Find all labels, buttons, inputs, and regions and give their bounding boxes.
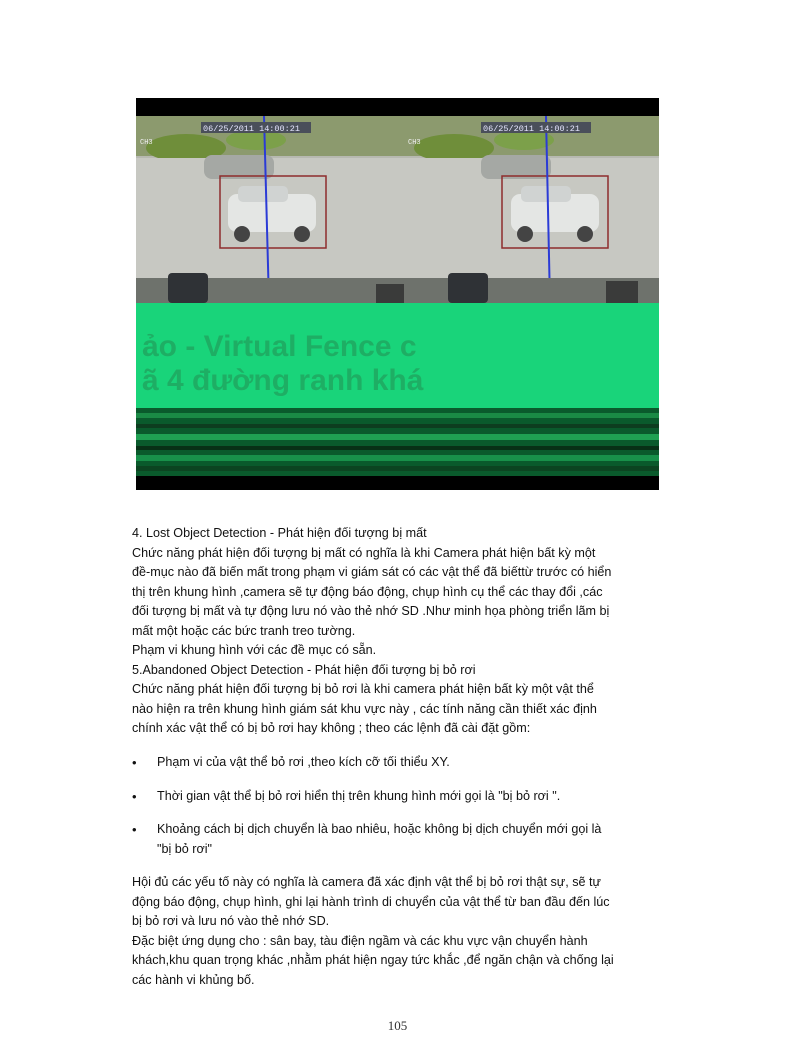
cam-label-right: CH3 — [408, 139, 421, 147]
section5-heading: 5.Abandoned Object Detection - Phát hiện đối tượng bị bỏ rơi — [132, 662, 476, 677]
cam-label-left: CH3 — [140, 139, 153, 147]
section4-line-5: mất một hoặc các bức tranh treo tường. — [132, 623, 356, 638]
closing-line-6: các hành vi khủng bố. — [132, 972, 255, 987]
section4-line-2: đề-mục nào đã biến mất trong phạm vi giám sát có các vật thể đã biếttừ trước có hiển — [132, 565, 612, 579]
bullet-list-3 — [132, 820, 664, 859]
section4-line-3: thị trên khung hình ,camera sẽ tự động báo động, chụp hình cụ thể các thay đổi ,các — [132, 584, 603, 599]
camera-screenshot-image — [136, 98, 659, 490]
section4-line-1: Chức năng phát hiện đối tượng bị mất có nghĩa là khi Camera phát hiện bất kỳ một — [132, 545, 596, 560]
bullet-item: • Phạm vi của vật thể bỏ rơi ,theo kích cỡ tối thiểu XY. — [132, 753, 664, 773]
section4-line-6: Phạm vi khung hình với các đề mục có sẵn. — [132, 643, 377, 657]
bullet-list-2 — [132, 787, 664, 807]
section5-line-3: chính xác vật thể có bị bỏ rơi hay không ; theo các lệnh đã cài đặt gồm: — [132, 721, 531, 735]
camera-view-right — [404, 116, 659, 303]
glitch-band — [136, 408, 659, 476]
camera-view-left — [136, 116, 404, 303]
bullet-dot-icon: • — [132, 755, 137, 770]
section5-closing — [132, 873, 664, 990]
bullet-list — [132, 753, 664, 773]
closing-line-4: Đặc biệt ứng dụng cho : sân bay, tàu điện ngầm và các khu vực vận chuyển hành — [132, 933, 588, 948]
bullet-dot-icon: • — [132, 789, 137, 804]
camera-screenshot-figure — [136, 98, 659, 490]
bullet-item: • Thời gian vật thể bị bỏ rơi hiển thị trên khung hình mới gọi là "bị bỏ rơi ". — [132, 787, 664, 807]
bullet-item: • Khoảng cách bị dịch chuyển là bao nhiêu, hoặc không bị dịch chuyển mới gọi là — [132, 820, 664, 840]
bullet-dot-icon: • — [132, 822, 137, 837]
section4-line-4: đối tượng bị mất và tự động lưu nó vào thẻ nhớ SD .Như minh họa phòng triển lãm bị — [132, 604, 610, 618]
closing-line-3: bị bỏ rơi và lưu nó vào thẻ nhớ SD. — [132, 914, 330, 928]
section5-line-1: Chức năng phát hiện đối tượng bị bỏ rơi là khi camera phát hiện bất kỳ một vật thể — [132, 682, 594, 696]
closing-line-2: động báo động, chụp hình, ghi lại hành trình di chuyển của vật thể từ ban đầu đến lúc — [132, 894, 610, 909]
section5-line-2: nào hiện ra trên khung hình giám sát khu vực này , các tính năng cần thiết xác định — [132, 701, 597, 716]
section4-heading: 4. Lost Object Detection - Phát hiện đối tượng bị mất — [132, 526, 427, 540]
section-lost-object — [132, 524, 664, 739]
bullet-item-continuation: "bị bỏ rơi" — [157, 841, 212, 856]
closing-line-5: khách,khu quan trọng khác ,nhằm phát hiện ngay tức khắc ,để ngăn chận và chống lại — [132, 953, 614, 967]
page-number: 105 — [387, 1018, 408, 1033]
timestamp-left: 06/25/2011 14:00:21 — [203, 124, 300, 134]
timestamp-right: 06/25/2011 14:00:21 — [483, 124, 580, 134]
overlay-text-line1: ảo - Virtual Fence c — [142, 330, 417, 363]
closing-line-1: Hội đủ các yếu tố này có nghĩa là camera đã xác định vật thể bị bỏ rơi thật sự, sẽ tự — [132, 875, 601, 889]
overlay-text-line2: ã 4 đường ranh khá — [142, 364, 424, 397]
